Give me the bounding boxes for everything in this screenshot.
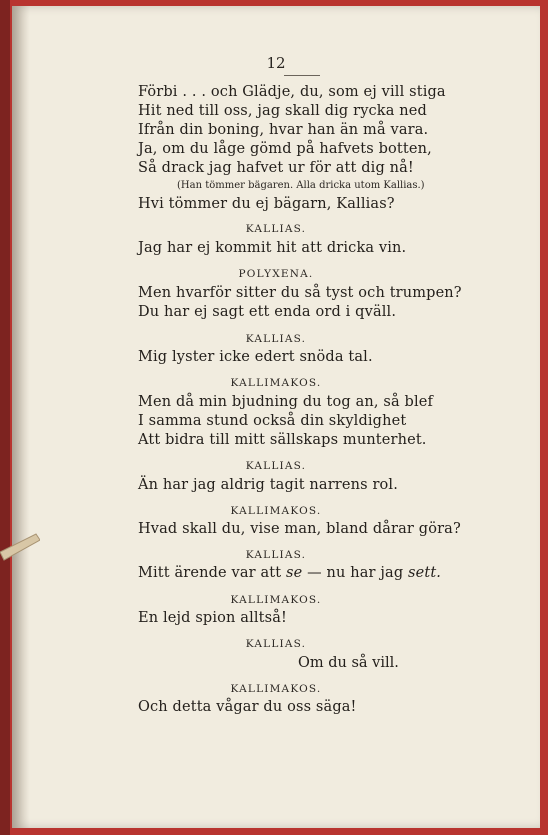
speaker-name: KALLIAS. [245, 460, 307, 472]
speaker-name: KALLIMAKOS. [230, 594, 322, 606]
verse-text: Mitt ärende var att [138, 565, 282, 581]
page-number-rule [284, 75, 320, 76]
bookmark-ribbon [0, 530, 40, 562]
verse-line: En lejd spion alltså! [138, 610, 287, 626]
verse-italic-word: se [286, 565, 303, 581]
speaker-name: KALLIAS. [245, 638, 307, 650]
speaker-name: KALLIAS. [245, 223, 307, 235]
verse-line: Mig lyster icke edert snöda tal. [138, 349, 373, 365]
verse-line: Hvi tömmer du ej bägarn, Kallias? [138, 196, 395, 212]
verse-line: Ifrån din boning, hvar han än må vara. [138, 122, 429, 138]
verse-line: Hvad skall du, vise man, bland dårar göra? [138, 521, 461, 537]
verse-line: I samma stund också din skyldighet [138, 413, 407, 429]
verse-line: Och detta vågar du oss säga! [138, 699, 357, 715]
verse-line: Du har ej sagt ett enda ord i qväll. [138, 304, 397, 320]
verse-line: Förbi . . . och Glädje, du, som ej vill stiga [138, 84, 446, 100]
speaker-name: POLYXENA. [238, 268, 314, 280]
verse-line: Så drack jag hafvet ur för att dig nå! [138, 160, 414, 176]
verse-line: Men hvarför sitter du så tyst och trumpen? [138, 285, 462, 301]
speaker-name: KALLIMAKOS. [230, 683, 322, 695]
stage-direction: (Han tömmer bägaren. Alla dricka utom Kallias.) [177, 180, 425, 191]
speaker-name: KALLIMAKOS. [230, 377, 322, 389]
page-number: 12 [266, 54, 286, 72]
speaker-name: KALLIAS. [245, 333, 307, 345]
verse-line: Jag har ej kommit hit att dricka vin. [138, 240, 407, 256]
verse-line: Men då min bjudning du tog an, så blef [138, 394, 433, 410]
page-gutter-shadow [12, 6, 30, 828]
book-spine-edge [0, 0, 10, 835]
book-page [12, 6, 540, 828]
speaker-name: KALLIMAKOS. [230, 505, 322, 517]
speaker-name: KALLIAS. [245, 549, 307, 561]
verse-line: Ja, om du låge gömd på hafvets botten, [138, 141, 432, 157]
verse-italic-word: sett. [408, 565, 442, 581]
verse-line [138, 565, 441, 581]
verse-line: Än har jag aldrig tagit narrens rol. [138, 477, 398, 493]
verse-line: Hit ned till oss, jag skall dig rycka ned [138, 103, 427, 119]
verse-text: — nu har jag [307, 565, 404, 581]
verse-line: Om du så vill. [298, 655, 399, 671]
verse-line: Att bidra till mitt sällskaps munterhet. [138, 432, 427, 448]
